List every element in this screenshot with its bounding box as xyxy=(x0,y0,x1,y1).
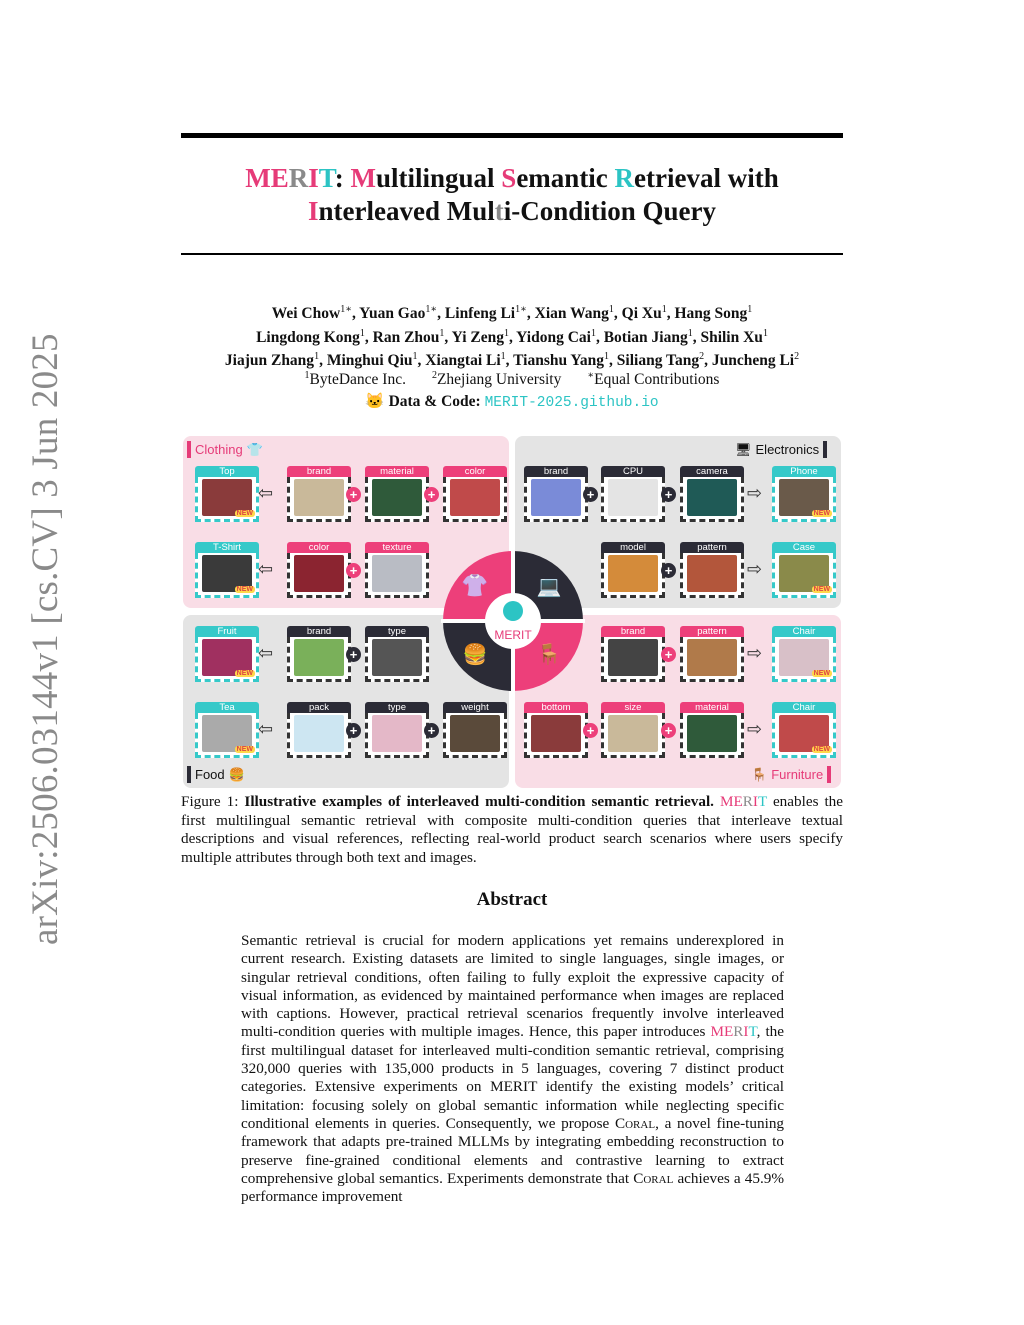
target-product-card xyxy=(772,702,836,758)
card-frame xyxy=(287,713,351,758)
card-frame xyxy=(195,713,259,758)
condition-tag: pattern xyxy=(680,626,744,637)
arrow-right-icon: ⇨ xyxy=(747,559,763,580)
plus-icon: + xyxy=(583,487,598,502)
category-furniture-label: Furniture xyxy=(771,767,824,782)
affiliations xyxy=(181,366,843,389)
coral-name: Coral xyxy=(614,1114,656,1132)
title-fragment: t xyxy=(494,196,504,226)
title-fragment: I xyxy=(308,163,319,193)
affiliation xyxy=(587,371,719,388)
author-name: Juncheng Li xyxy=(711,352,795,370)
condition-tag: Phone xyxy=(772,466,836,477)
title-fragment: E xyxy=(270,163,289,193)
category-bar xyxy=(827,766,831,783)
title-bottom-rule xyxy=(181,253,843,255)
author-name: Qi Xu xyxy=(621,305,662,323)
author-affiliation-mark: 1 xyxy=(590,327,596,339)
condition-card xyxy=(443,702,507,758)
author-name: Siliang Tang xyxy=(616,352,700,370)
plus-icon: + xyxy=(346,723,361,738)
condition-tag: brand xyxy=(287,626,351,637)
arrow-right-icon: ⇨ xyxy=(747,643,763,664)
category-food xyxy=(187,766,245,783)
affiliation-mark: 2 xyxy=(431,370,437,381)
condition-card xyxy=(524,466,588,522)
product-image xyxy=(294,639,344,676)
product-image xyxy=(687,479,737,516)
author-name: Yuan Gao xyxy=(359,305,426,323)
plus-icon: + xyxy=(661,723,676,738)
affiliation-mark: 1 xyxy=(304,370,310,381)
card-frame xyxy=(601,713,665,758)
condition-tag: size xyxy=(601,702,665,713)
condition-tag: material xyxy=(365,466,429,477)
merit-category-wheel xyxy=(439,547,587,695)
code-label: Data & Code: xyxy=(388,393,481,410)
condition-card xyxy=(443,466,507,522)
author-line: Jiajun Zhang$^1$, Minghui Qiu$^1$, Xiangtai Li$^1$, Tianshu Yang$^1$, Siliang Tang$^2$, Juncheng Li$^2$ xyxy=(224,351,800,370)
category-bar xyxy=(187,766,191,783)
author-affiliation-mark: 2 xyxy=(794,351,800,363)
condition-tag: Fruit xyxy=(195,626,259,637)
code-link-line xyxy=(181,392,843,413)
plus-icon: + xyxy=(346,563,361,578)
product-image xyxy=(294,715,344,752)
wheel-center-label: MERIT xyxy=(494,628,532,642)
title-fragment: R xyxy=(614,163,635,193)
condition-tag: Tea xyxy=(195,702,259,713)
category-electronics xyxy=(735,441,827,458)
affiliation-mark: ∗ xyxy=(587,370,595,381)
condition-tag: T-Shirt xyxy=(195,542,259,553)
condition-tag: pack xyxy=(287,702,351,713)
author-name: Linfeng Li xyxy=(444,305,516,323)
new-badge: NEW xyxy=(236,586,253,593)
plus-icon: + xyxy=(583,723,598,738)
condition-tag: pattern xyxy=(680,542,744,553)
figure-1 xyxy=(181,435,843,789)
abstract-text-1: Semantic retrieval is crucial for modern applications yet remains underexplored in current research. Existing datasets are limited to single languages, single images, or singular retrieval conditions, often failing to fully exploit the expressive capacity of visual information, as evidenced by maintained performance when images are replaced with captions. However, practical retrieval scenarios frequently involve interleaved multi-condition queries with multiple images. Hence, this paper introduces xyxy=(241,932,784,1041)
plus-icon: + xyxy=(346,487,361,502)
title-fragment: : xyxy=(334,163,351,193)
author-line: Wei Chow$^{1∗}$, Yuan Gao$^{1∗}$, Linfeng $Li^{1∗}$, Xian Wang$^1$, Qi Xu$^1$, Hang Song$^1$ xyxy=(271,304,753,323)
title-fragment: emantic xyxy=(516,163,615,193)
product-image xyxy=(372,715,422,752)
caption-text: enables the first multilingual semantic retrieval with composite multi-condition queries that interleave textual descriptions and visual references, reflecting real-world product search scenarios where users specify multiple attributes through both text and images. xyxy=(181,793,844,866)
author-name: Xian Wang xyxy=(534,305,609,323)
author-list xyxy=(181,300,843,371)
title-line-1 xyxy=(181,162,843,195)
product-image xyxy=(687,639,737,676)
coral-name: Coral xyxy=(633,1169,674,1187)
author-name: Lingdong Kong xyxy=(256,328,360,346)
affiliation-name: Equal Contributions xyxy=(594,371,720,389)
condition-tag: material xyxy=(680,702,744,713)
condition-card xyxy=(365,626,429,682)
title-top-rule xyxy=(181,133,843,138)
title-fragment: M xyxy=(350,163,376,193)
card-frame xyxy=(365,637,429,682)
condition-tag: brand xyxy=(524,466,588,477)
product-image xyxy=(608,479,658,516)
food-icon: 🍔 xyxy=(228,766,245,782)
title-fragment: R xyxy=(288,163,309,193)
product-image xyxy=(531,479,581,516)
plus-icon: + xyxy=(661,487,676,502)
card-frame xyxy=(680,637,744,682)
condition-card xyxy=(601,542,665,598)
abstract-text-4: achieves a 45.9% performance improvement xyxy=(241,1169,784,1206)
category-electronics-label: Electronics xyxy=(755,442,820,457)
new-badge: NEW xyxy=(236,670,253,677)
product-image xyxy=(608,639,658,676)
merit-name: MERIT xyxy=(710,1023,757,1041)
author-name: Yi Zeng xyxy=(451,328,504,346)
author-name: Shilin Xu xyxy=(700,328,763,346)
condition-card xyxy=(601,466,665,522)
target-product-card xyxy=(772,626,836,682)
card-frame xyxy=(365,477,429,522)
condition-card xyxy=(601,702,665,758)
category-clothing-label: Clothing xyxy=(195,442,243,457)
condition-tag: brand xyxy=(287,466,351,477)
project-url[interactable]: MERIT-2025.github.io xyxy=(484,395,659,411)
abstract-text-3: , a novel fine-tuning framework that adapts pre-trained MLLMs by integrating embedding reconstruction to preserve fine-grained conditional elements and contrastive learning to extract comprehensive global semantics. Experiments demonstrate that xyxy=(241,1114,785,1187)
product-image xyxy=(687,715,737,752)
product-image xyxy=(294,555,344,592)
author-affiliation-mark: 1∗ xyxy=(425,304,438,315)
hanger-icon: 👚 xyxy=(461,573,489,598)
category-food-label: Food xyxy=(195,767,225,782)
product-image xyxy=(372,639,422,676)
paper-title xyxy=(181,162,843,228)
plus-icon: + xyxy=(661,563,676,578)
product-image xyxy=(294,479,344,516)
author-affiliation-mark: 1∗ xyxy=(515,304,527,315)
card-frame xyxy=(195,477,259,522)
chair-icon: 🪑 xyxy=(751,766,768,782)
card-frame xyxy=(772,553,836,598)
condition-tag: Chair xyxy=(772,702,836,713)
author-name: Tianshu Yang xyxy=(513,352,605,370)
title-line-2 xyxy=(181,195,843,228)
product-image xyxy=(687,555,737,592)
author-affiliation-mark: 1 xyxy=(604,351,610,363)
title-fragment: i-Condition Query xyxy=(503,196,716,226)
author-affiliation-mark: 1 xyxy=(503,327,509,339)
author-name: Botian Jiang xyxy=(603,328,688,346)
abstract-body xyxy=(241,932,784,1206)
new-badge: NEW xyxy=(813,586,830,593)
condition-card xyxy=(287,702,351,758)
author-affiliation-mark: 1 xyxy=(314,351,320,363)
affiliation-name: ByteDance Inc. xyxy=(309,371,406,389)
condition-tag: type xyxy=(365,702,429,713)
new-badge: NEW xyxy=(813,746,830,753)
condition-card xyxy=(680,702,744,758)
author-line: Lingdong Kong$^1$, Ran Zhou$^1$, Yi Zeng$^1$, Yidong Cai$^1$, Botian Jiang$^1$, Shilin Xu$^1$ xyxy=(256,327,768,346)
title-fragment: I xyxy=(307,196,319,226)
title-fragment: nterleaved Mul xyxy=(318,196,495,226)
author-affiliation-mark: 2 xyxy=(699,351,705,363)
plus-icon: + xyxy=(424,487,439,502)
card-frame xyxy=(365,713,429,758)
author-affiliation-mark: 1 xyxy=(608,304,614,315)
condition-tag: type xyxy=(365,626,429,637)
card-frame xyxy=(443,477,507,522)
arrow-right-icon: ⇨ xyxy=(747,483,763,504)
devices-icon: 💻 xyxy=(536,576,562,598)
author-affiliation-mark: 1 xyxy=(412,351,418,363)
product-image xyxy=(372,555,422,592)
condition-card xyxy=(601,626,665,682)
new-badge: NEW xyxy=(813,510,830,517)
card-frame xyxy=(287,553,351,598)
condition-tag: camera xyxy=(680,466,744,477)
condition-card xyxy=(287,466,351,522)
abstract-heading: Abstract xyxy=(476,889,548,910)
author-name: Xiangtai Li xyxy=(425,352,501,370)
arrow-left-icon: ⇦ xyxy=(258,559,274,580)
author-affiliation-mark: 1 xyxy=(661,304,667,315)
condition-card xyxy=(680,626,744,682)
target-product-card xyxy=(772,542,836,598)
shirt-icon: 👕 xyxy=(246,441,263,457)
arrow-left-icon: ⇦ xyxy=(258,719,274,740)
product-image xyxy=(608,555,658,592)
target-product-card xyxy=(195,626,259,682)
author-affiliation-mark: 1 xyxy=(500,351,506,363)
merit-name: MERIT xyxy=(719,793,767,810)
arxiv-identifier: arXiv:2506.03144v1 [cs.CV] 3 Jun 2025 xyxy=(25,333,66,945)
condition-tag: texture xyxy=(365,542,429,553)
condition-tag: Chair xyxy=(772,626,836,637)
burger-icon: 🍔 xyxy=(462,644,488,666)
title-fragment: M xyxy=(245,163,271,193)
condition-tag: Case xyxy=(772,542,836,553)
plus-icon: + xyxy=(661,647,676,662)
author-affiliation-mark: 1 xyxy=(687,327,693,339)
product-image xyxy=(450,479,500,516)
devices-icon: 🖥 xyxy=(735,441,752,457)
category-bar xyxy=(823,441,827,458)
arrow-left-icon: ⇦ xyxy=(258,483,274,504)
author-affiliation-mark: 1∗ xyxy=(340,304,352,315)
condition-tag: weight xyxy=(443,702,507,713)
category-bar xyxy=(187,441,191,458)
category-clothing xyxy=(187,441,263,458)
condition-card xyxy=(287,626,351,682)
condition-card xyxy=(680,542,744,598)
target-product-card xyxy=(195,542,259,598)
product-image xyxy=(608,715,658,752)
title-fragment: ultilingual xyxy=(376,163,502,193)
card-frame xyxy=(443,713,507,758)
arrow-right-icon: ⇨ xyxy=(747,719,763,740)
condition-tag: CPU xyxy=(601,466,665,477)
affiliation-name: Zhejiang University xyxy=(436,371,562,389)
author-name: Ran Zhou xyxy=(372,328,440,346)
title-fragment: etrieval with xyxy=(634,163,779,193)
card-frame xyxy=(601,637,665,682)
target-product-card xyxy=(772,466,836,522)
card-frame xyxy=(524,477,588,522)
condition-tag: color xyxy=(287,542,351,553)
affiliation xyxy=(305,371,406,388)
figure-caption xyxy=(181,793,843,867)
card-frame xyxy=(287,477,351,522)
caption-bold: Illustrative examples of interleaved multi-condition semantic retrieval. xyxy=(244,793,714,810)
condition-tag: model xyxy=(601,542,665,553)
condition-card xyxy=(365,702,429,758)
chair-icon: 🪑 xyxy=(536,644,562,666)
new-badge: NEW xyxy=(236,746,253,753)
card-frame xyxy=(772,637,836,682)
arrow-left-icon: ⇦ xyxy=(258,643,274,664)
author-name: Hang Song xyxy=(674,305,748,323)
title-fragment: S xyxy=(501,163,517,193)
author-affiliation-mark: 1 xyxy=(762,327,768,339)
card-frame xyxy=(195,637,259,682)
card-frame xyxy=(680,713,744,758)
card-frame xyxy=(365,553,429,598)
new-badge: NEW xyxy=(236,510,253,517)
condition-card xyxy=(365,542,429,598)
condition-card xyxy=(680,466,744,522)
target-product-card xyxy=(195,466,259,522)
card-frame xyxy=(524,713,588,758)
card-frame xyxy=(601,477,665,522)
card-frame xyxy=(772,713,836,758)
condition-card xyxy=(365,466,429,522)
author-affiliation-mark: 1 xyxy=(747,304,753,315)
card-frame xyxy=(772,477,836,522)
product-image xyxy=(372,479,422,516)
card-frame xyxy=(601,553,665,598)
product-image xyxy=(531,715,581,752)
category-furniture xyxy=(751,766,831,783)
author-name: Minghui Qiu xyxy=(326,352,413,370)
condition-tag: bottom xyxy=(524,702,588,713)
author-name: Wei Chow xyxy=(271,305,341,323)
author-name: Yidong Cai xyxy=(516,328,591,346)
product-image xyxy=(450,715,500,752)
condition-card xyxy=(524,702,588,758)
github-icon: 🐱 xyxy=(365,393,385,410)
new-badge: NEW xyxy=(813,670,830,677)
plus-icon: + xyxy=(346,647,361,662)
card-frame xyxy=(680,553,744,598)
abstract-text-2: , the first multilingual dataset for interleaved multi-condition semantic retrieval, comprising 320,000 queries with 135,000 products in 5 languages, covering 7 distinct product categories. Extensive experiments on MERIT identify the existing models’ critical limitation: focusing solely on global semantic information while neglecting specific conditional elements in queries. Consequently, we propose xyxy=(241,1023,784,1132)
title-fragment: T xyxy=(318,163,335,193)
author-name: Jiajun Zhang xyxy=(224,352,315,370)
author-affiliation-mark: 1 xyxy=(439,327,445,339)
condition-tag: color xyxy=(443,466,507,477)
caption-prefix: Figure 1: xyxy=(181,793,245,810)
author-affiliation-mark: 1 xyxy=(359,327,365,339)
plus-icon: + xyxy=(424,723,439,738)
shopping-bag-icon xyxy=(503,601,523,621)
condition-tag: Top xyxy=(195,466,259,477)
condition-card xyxy=(287,542,351,598)
card-frame xyxy=(680,477,744,522)
target-product-card xyxy=(195,702,259,758)
card-frame xyxy=(195,553,259,598)
affiliation xyxy=(432,371,561,388)
condition-tag: brand xyxy=(601,626,665,637)
card-frame xyxy=(287,637,351,682)
